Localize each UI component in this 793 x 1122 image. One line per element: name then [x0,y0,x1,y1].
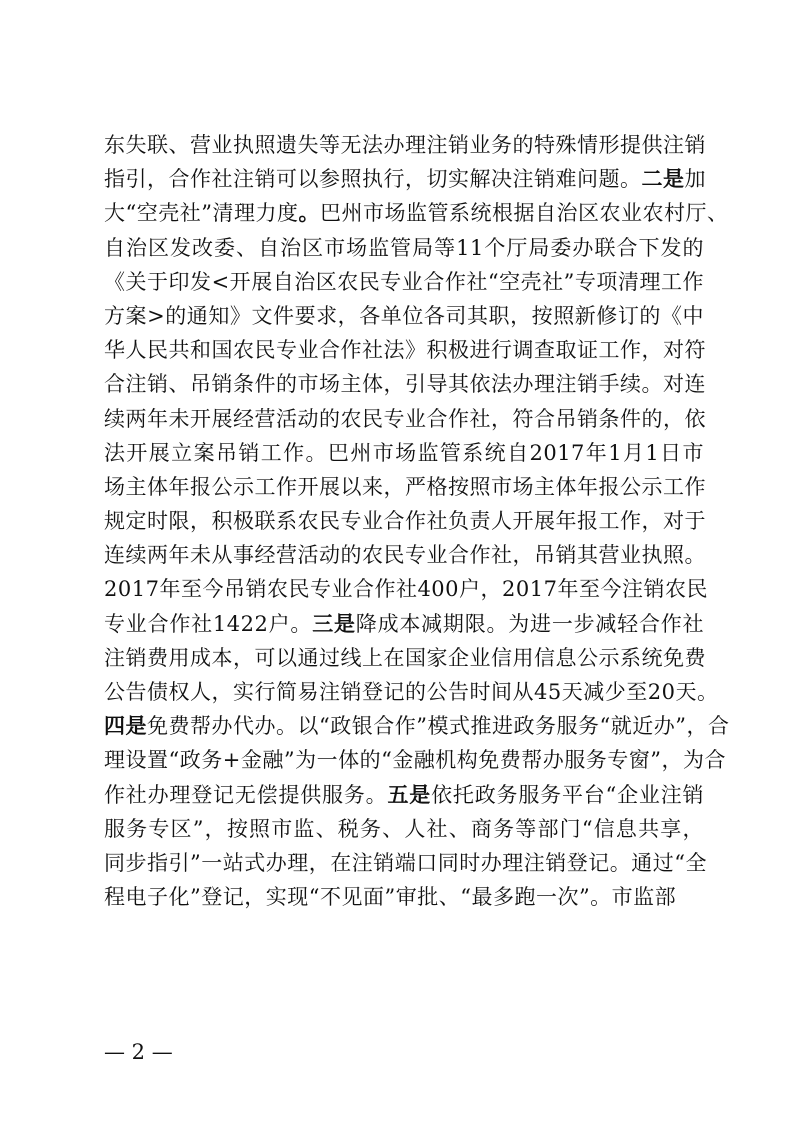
text-line [104,572,708,606]
body-text: 程电子化”登记，实现“不见面”审批、“最多跑一次”。市监部 [104,885,677,910]
body-text: 方案>的通知》文件要求，各单位各司其职，按照新修订的《中 [104,303,704,328]
text-line [104,128,704,162]
text-line [104,675,719,709]
text-line [104,504,704,538]
body-text: 同步指引”一站式办理，在注销端口同时办理注销登记。通过“全 [104,850,707,875]
text-line [104,196,729,230]
body-text: 注销费用成本，可以通过线上在国家企业信用信息公示系统免费 [104,645,706,670]
body-text: 连续两年未从事经营活动的农民专业合作社，吊销其营业执照。 [104,543,706,568]
text-line [104,778,704,812]
text-line [104,367,704,401]
text-line [104,812,704,846]
body-text: 规定时限，积极联系农民专业合作社负责人开展年报工作，对于 [104,509,706,534]
body-text: 华人民共和国农民专业合作社法》积极进行调查取证工作，对符 [104,338,706,363]
body-text: 服务专区”，按照市监、税务、人社、商务等部门“信息共享， [104,816,704,841]
text-line [104,880,704,914]
text-line [104,299,704,333]
text-line [104,641,704,675]
body-text: 作社办理登记无偿提供服务。 [104,782,388,807]
text-line [104,265,704,299]
body-text: 2017年至今吊销农民专业合作社400户，2017年至今注销农民 [104,577,708,602]
body-text: 依托政务服务平台“企业注销 [431,782,705,807]
body-text: 巴州市场监管系统根据自治区农业农村厅、 [319,201,729,226]
text-line [104,846,707,880]
text-line [104,470,704,504]
text-line [104,538,704,572]
emphasis-text: 三是 [312,610,356,636]
text-line [104,333,704,367]
body-text: 指引，合作社注销可以参照执行，切实解决注销难问题。 [104,167,642,192]
body-text: 续两年未开展经营活动的农民专业合作社，符合吊销条件的，依 [104,406,706,431]
body-text: 降成本减期限。为进一步减轻合作社 [355,611,705,636]
text-line [104,402,704,436]
body-text: 大“空壳社”清理力度 [104,201,299,226]
body-text: 专业合作社1422户。 [104,611,313,636]
text-line [104,436,704,470]
emphasis-text: 二是 [641,166,685,192]
body-text: 合注销、吊销条件的市场主体，引导其依法办理注销手续。对连 [104,372,706,397]
emphasis-text: 五是 [387,781,432,807]
emphasis-text: 四是 [104,713,147,739]
body-text: 东失联、营业执照遗失等无法办理注销业务的特殊情形提供注销 [104,133,706,157]
body-text: 公告债权人，实行简易注销登记的公告时间从45天减少至20天。 [104,680,719,704]
body-text: 理设置“政务+金融”为一体的“金融机构免费帮办服务专窗”，为合 [104,748,727,773]
body-text: 《关于印发<开展自治区农民专业合作社“空壳社”专项清理工作 [104,269,704,294]
text-line [104,607,704,641]
body-text: 免费帮办代办。以“政银合作”模式推进政务服务“就近办”，合 [147,714,730,739]
emphasis-text: 。 [298,200,320,226]
text-line [104,231,704,265]
text-line [104,709,730,743]
body-text: 场主体年报公示工作开展以来，严格按照市场主体年报公示工作 [104,474,706,499]
page-number: — 2 — [104,1040,173,1064]
body-text: 加 [684,167,706,192]
text-line [104,743,727,777]
text-line [104,162,704,196]
body-text: 自治区发改委、自治区市场监管局等11个厅局委办联合下发的 [104,235,704,260]
page-body [104,128,730,914]
body-text: 法开展立案吊销工作。巴州市场监管系统自2017年1月1日市 [104,440,704,465]
